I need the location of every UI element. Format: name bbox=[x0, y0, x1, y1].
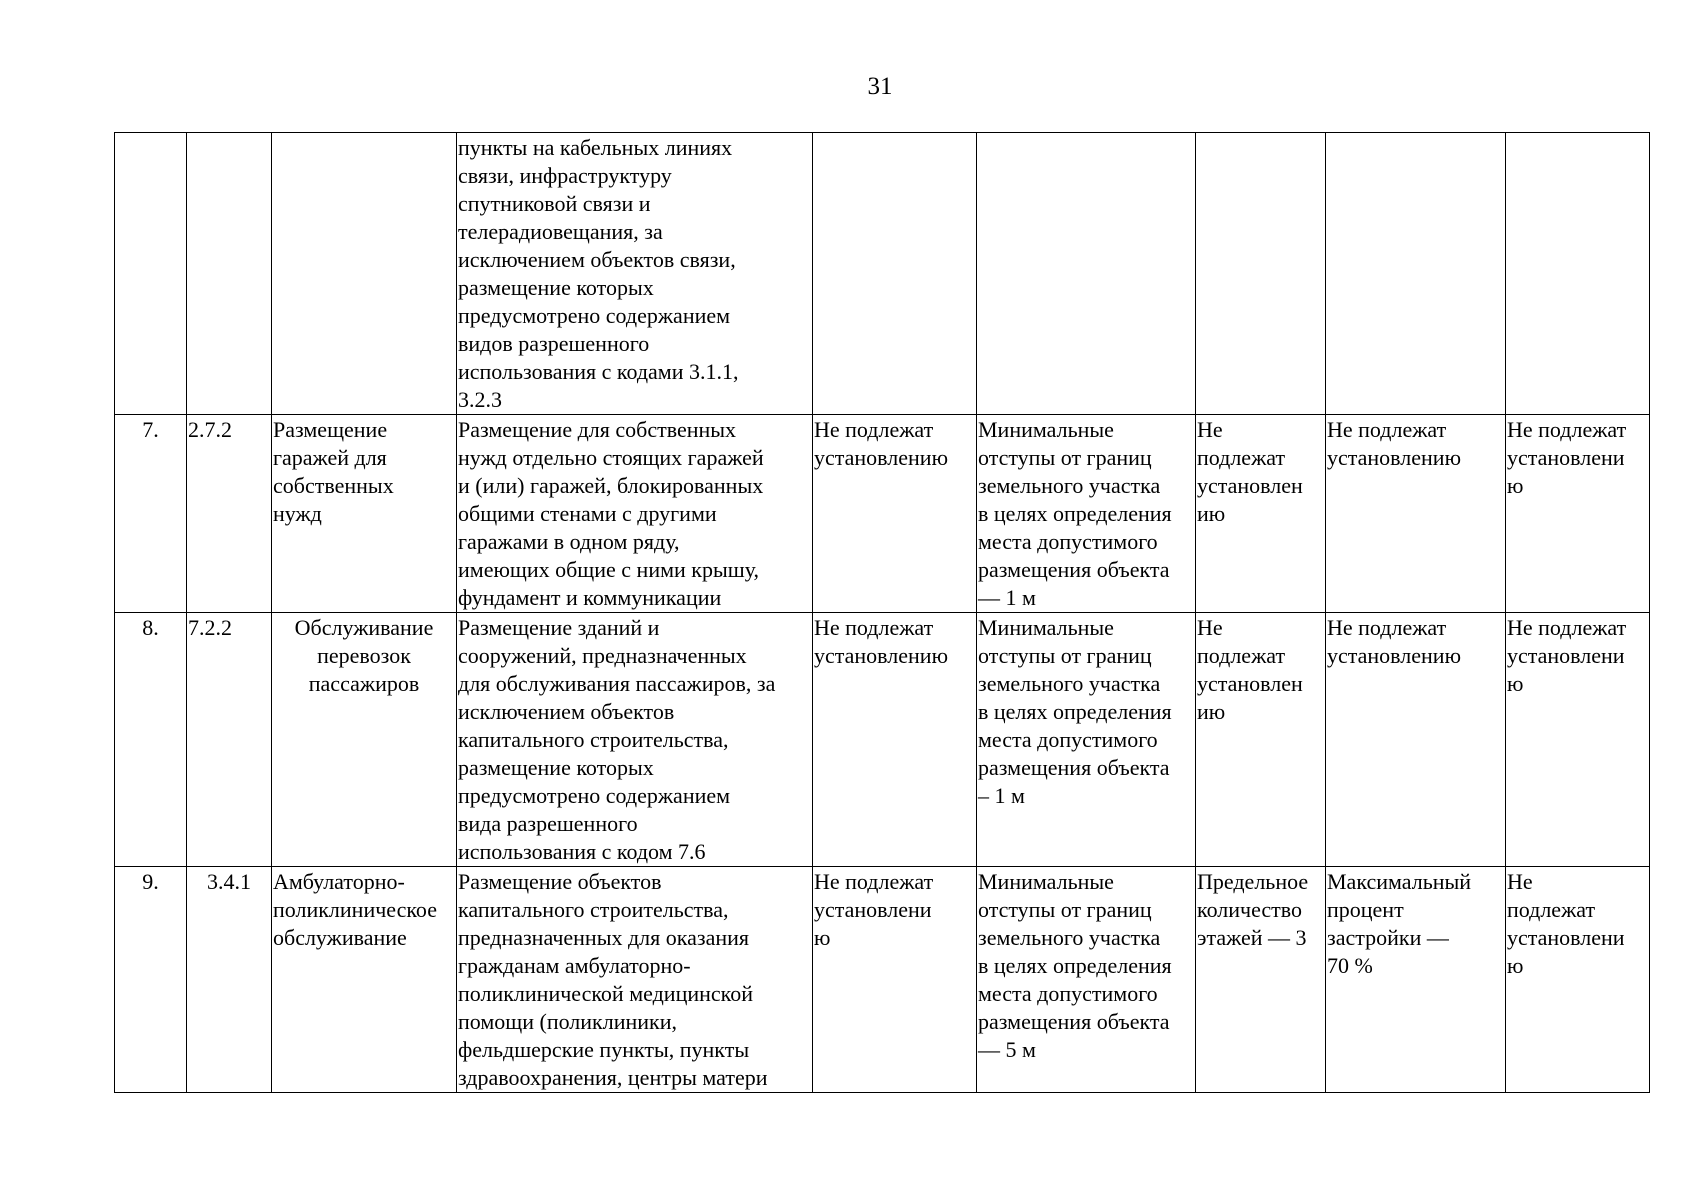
coverage-cell: Не подлежат установлению bbox=[1326, 415, 1506, 613]
row-number-cell bbox=[115, 133, 187, 415]
plot-size-cell: Не подлежат установлени ю bbox=[813, 867, 977, 1093]
setback-cell: Минимальные отступы от границ земельного участка в целях определения места допустимого размещения объекта — 5 м bbox=[977, 867, 1196, 1093]
plot-size-cell bbox=[813, 133, 977, 415]
setback-cell: Минимальные отступы от границ земельного участка в целях определения места допустимого размещения объекта – 1 м bbox=[977, 613, 1196, 867]
setback-cell bbox=[977, 133, 1196, 415]
table-row bbox=[115, 415, 1650, 613]
code-cell: 3.4.1 bbox=[187, 867, 272, 1093]
plot-size-cell: Не подлежат установлению bbox=[813, 415, 977, 613]
description-cell: Размещение зданий и сооружений, предназначенных для обслуживания пассажиров, за исключением объектов капитального строительства, размещение которых предусмотрено содержанием вида разрешенного использования с кодом 7.6 bbox=[457, 613, 813, 867]
plot-size-cell: Не подлежат установлению bbox=[813, 613, 977, 867]
page-number: 31 bbox=[867, 73, 893, 100]
row-number-cell: 7. bbox=[115, 415, 187, 613]
floors-cell: Предельное количество этажей — 3 bbox=[1196, 867, 1326, 1093]
setback-cell: Минимальные отступы от границ земельного участка в целях определения места допустимого размещения объекта — 1 м bbox=[977, 415, 1196, 613]
other-params-cell: Не подлежат установлени ю bbox=[1506, 613, 1650, 867]
description-cell: Размещение объектов капитального строительства, предназначенных для оказания гражданам амбулаторно- поликлинической медицинской помощи (поликлиники, фельдшерские пункты, пункты здравоохранения, центры матери bbox=[457, 867, 813, 1093]
row-number-cell: 8. bbox=[115, 613, 187, 867]
coverage-cell bbox=[1326, 133, 1506, 415]
row-number-cell: 9. bbox=[115, 867, 187, 1093]
floors-cell bbox=[1196, 133, 1326, 415]
use-name-cell: Обслуживание перевозок пассажиров bbox=[272, 613, 457, 867]
code-cell bbox=[187, 133, 272, 415]
zoning-regulations-table bbox=[114, 132, 1650, 1093]
coverage-cell: Максимальный процент застройки — 70 % bbox=[1326, 867, 1506, 1093]
floors-cell: Не подлежат установлен ию bbox=[1196, 613, 1326, 867]
use-name-cell: Амбулаторно- поликлиническое обслуживание bbox=[272, 867, 457, 1093]
table-row bbox=[115, 613, 1650, 867]
other-params-cell: Не подлежат установлени ю bbox=[1506, 415, 1650, 613]
other-params-cell bbox=[1506, 133, 1650, 415]
use-name-cell bbox=[272, 133, 457, 415]
code-cell: 7.2.2 bbox=[187, 613, 272, 867]
coverage-cell: Не подлежат установлению bbox=[1326, 613, 1506, 867]
table-row bbox=[115, 867, 1650, 1093]
table-row bbox=[115, 133, 1650, 415]
use-name-cell: Размещение гаражей для собственных нужд bbox=[272, 415, 457, 613]
description-cell: Размещение для собственных нужд отдельно стоящих гаражей и (или) гаражей, блокированных общими стенами с другими гаражами в одном ряду, имеющих общие с ними крышу, фундамент и коммуникации bbox=[457, 415, 813, 613]
floors-cell: Не подлежат установлен ию bbox=[1196, 415, 1326, 613]
code-cell: 2.7.2 bbox=[187, 415, 272, 613]
description-cell: пункты на кабельных линиях связи, инфраструктуру спутниковой связи и телерадиовещания, за исключением объектов связи, размещение которых предусмотрено содержанием видов разрешенного использования с кодами 3.1.1, 3.2.3 bbox=[457, 133, 813, 415]
other-params-cell: Не подлежат установлени ю bbox=[1506, 867, 1650, 1093]
